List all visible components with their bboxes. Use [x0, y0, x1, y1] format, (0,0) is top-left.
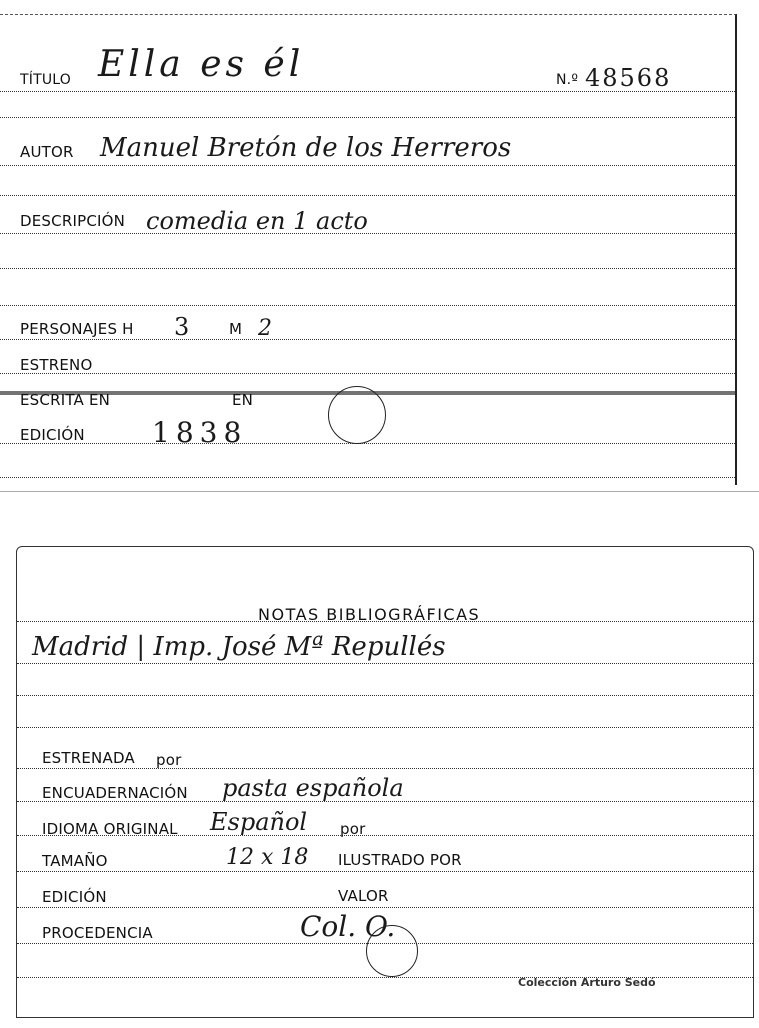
estreno-label: ESTRENO [20, 356, 93, 374]
escrita-en-label: EN [232, 391, 254, 409]
rule-line [0, 117, 735, 118]
card-separator [0, 491, 759, 492]
numero-label: N.º [556, 72, 579, 88]
descripcion-value: comedia en 1 acto [146, 207, 368, 235]
rule-line [0, 373, 735, 374]
rule-line [0, 195, 735, 196]
numero-value: 48568 [585, 64, 672, 92]
tamano-label: TAMAÑO [42, 852, 108, 870]
edicion-value: 1838 [152, 416, 248, 449]
rule-line [0, 268, 735, 269]
rule-line [17, 727, 753, 728]
notas-heading: NOTAS BIBLIOGRÁFICAS [258, 605, 481, 624]
autor-label: AUTOR [20, 143, 74, 161]
personajes-h-value: 3 [174, 313, 190, 341]
rule-line [17, 663, 753, 664]
idioma-label: IDIOMA ORIGINAL [42, 820, 178, 838]
rule-line [0, 305, 735, 306]
tamano-value: 12 x 18 [226, 845, 309, 870]
autor-value: Manuel Bretón de los Herreros [100, 133, 512, 163]
rule-line [17, 907, 753, 908]
idioma-value: Español [210, 808, 308, 836]
valor-label: VALOR [338, 887, 389, 905]
personajes-m-label: M [229, 320, 243, 338]
idioma-por: por [340, 820, 366, 838]
punch-hole [366, 925, 418, 977]
encuadernacion-label: ENCUADERNACIÓN [42, 784, 188, 802]
personajes-label: PERSONAJES H [20, 320, 134, 338]
titulo-label: TÍTULO [20, 72, 71, 88]
collection-footer: Colección Arturo Sedó [518, 976, 656, 989]
punch-hole [328, 386, 386, 444]
edicion-label: EDICIÓN [20, 426, 85, 444]
edicion2-label: EDICIÓN [42, 888, 107, 906]
descripcion-label: DESCRIPCIÓN [20, 212, 126, 230]
rule-line [17, 768, 753, 769]
procedencia-label: PROCEDENCIA [42, 924, 153, 942]
procedencia-value: Col. O. [300, 910, 396, 943]
escrita-label: ESCRITA EN [20, 391, 111, 409]
rule-line [17, 695, 753, 696]
rule-line [0, 165, 735, 166]
estrenada-por: por [156, 751, 182, 769]
titulo-value: Ella es él [98, 44, 305, 85]
rule-line [17, 871, 753, 872]
personajes-m-value: 2 [258, 316, 272, 341]
rule-line [0, 339, 735, 340]
rule-line [0, 443, 735, 444]
rule-line [0, 477, 735, 478]
estrenada-label: ESTRENADA [42, 749, 135, 767]
notas-value: Madrid | Imp. José Mª Repullés [32, 632, 446, 662]
ilustrado-label: ILUSTRADO POR [338, 851, 462, 869]
encuadernacion-value: pasta española [222, 774, 404, 802]
